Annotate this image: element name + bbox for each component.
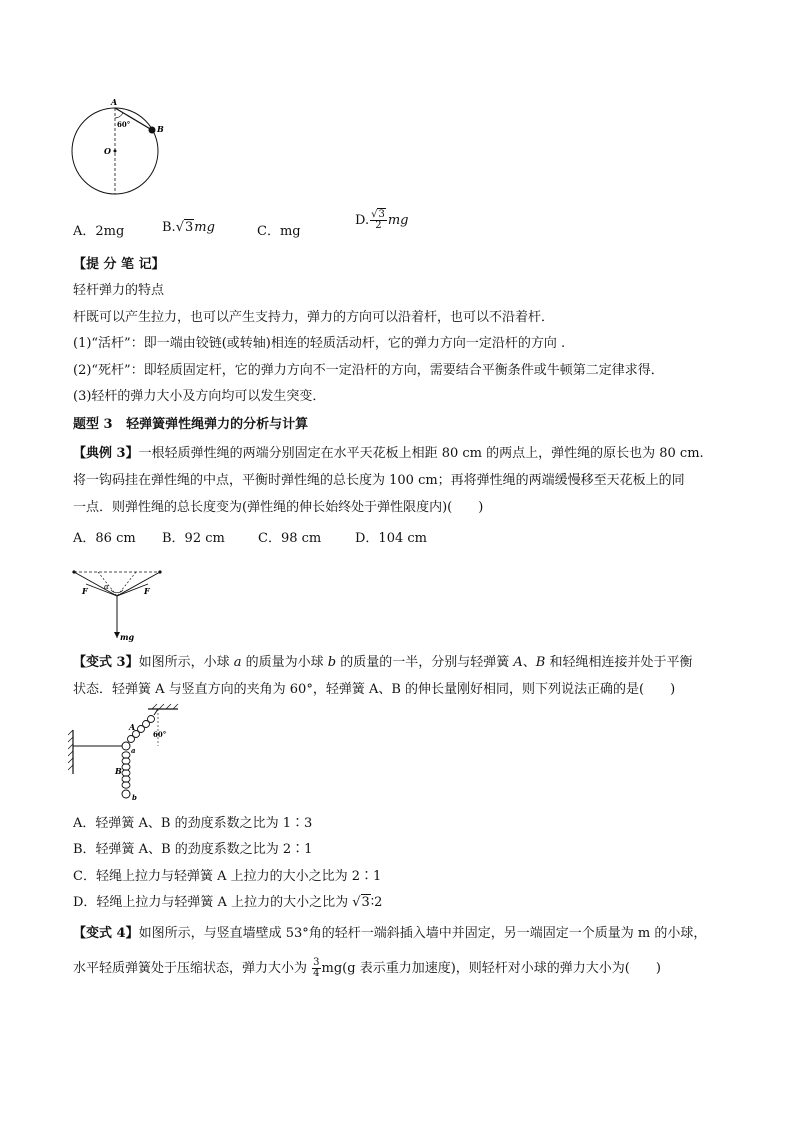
- variant4-line-2: [73, 958, 661, 979]
- prev-option-c-text: C．mg: [257, 224, 301, 239]
- fig3-label-ball-b: b: [132, 793, 137, 802]
- section-label: 题型 3: [73, 417, 113, 432]
- variant4-fraction-num: 3: [313, 957, 320, 968]
- fig1-label-a: A: [111, 97, 118, 107]
- variant3-option-a: A．轻弹簧 A、B 的劲度系数之比为 1∶3: [73, 816, 313, 831]
- example3-option-b: B．92 cm: [162, 531, 225, 546]
- variant4-fraction-den: 4: [313, 968, 320, 979]
- variant3-tag: 【变式 3】: [73, 655, 139, 670]
- prev-option-b: B.√3mg: [162, 220, 215, 235]
- variant3-option-c: C．轻绳上拉力与轻弹簧 A 上拉力的大小之比为 2∶1: [73, 869, 382, 884]
- prev-option-c: [257, 220, 301, 239]
- fig3-angle: 60°: [153, 730, 167, 739]
- variant4-line-1-text: 如图所示，与竖直墙壁成 53°角的轻杆一端斜插入墙中并固定，另一端固定一个质量为 m 的小球，: [138, 926, 707, 941]
- variant4-line-1: [73, 925, 706, 943]
- fig2-mg: mg: [120, 632, 135, 642]
- example3-option-c: C．98 cm: [258, 531, 322, 546]
- prev-option-a-text: A．2mg: [73, 224, 125, 239]
- example3-tag: 【典例 3】: [73, 446, 139, 461]
- example3-line-3: 一点．则弹性绳的总长度变为(弹性绳的伸长始终处于弹性限度内)( ): [73, 500, 484, 515]
- notes-paragraph-1: (1)“活杆”：即一端由铰链(或转轴)相连的轻质活动杆，它的弹力方向一定沿杆的方向 .: [73, 336, 566, 351]
- variant3-text-e: 的质量的一半，分别与轻弹簧: [336, 655, 514, 670]
- prev-option-d-fraction: $\frac{√3}{2}$: [371, 209, 385, 231]
- variant3-line-1: [73, 654, 692, 672]
- variant4-tag: 【变式 4】: [73, 926, 139, 941]
- variant3-text-g: 、: [522, 655, 536, 670]
- fig1-label-o: O: [104, 146, 111, 156]
- fig2-alpha: α: [104, 583, 109, 591]
- prev-option-b-suffix: mg: [194, 220, 215, 235]
- prev-option-b-prefix: B.: [162, 220, 176, 235]
- prev-option-a: [73, 220, 124, 239]
- example3-option-a: A．86 cm: [73, 531, 136, 546]
- variant3-option-d-prefix: D．轻绳上拉力与轻弹簧 A 上拉力的大小之比为: [73, 895, 353, 910]
- variant3-option-d-sqrt: 3: [361, 895, 370, 910]
- notes-paragraph-3: (3)轻杆的弹力大小及方向均可以发生突变．: [73, 389, 326, 404]
- prev-option-d-suffix: mg: [387, 213, 409, 228]
- fig3-label-ball-a: a: [131, 746, 136, 755]
- example3-line-1-text: 一根轻质弹性绳的两端分别固定在水平天花板上相距 80 cm 的两点上，弹性绳的原长也为 80 cm.: [138, 446, 704, 461]
- fig3-label-b-spring: B: [115, 766, 122, 776]
- fig3-label-a-spring: A: [129, 722, 136, 732]
- notes-title: 轻杆弹力的特点: [73, 283, 165, 298]
- variant4-line-2-a: 水平轻质弹簧处于压缩状态，弹力大小为: [73, 961, 312, 976]
- prev-option-d-prefix: D.: [355, 213, 370, 228]
- example3-line-1: [73, 445, 704, 463]
- fig2-f-right: F: [144, 586, 150, 596]
- variant4-line-2-b: mg(g 表示重力加速度)，则轻杆对小球的弹力大小为( ): [321, 961, 661, 976]
- prev-option-b-sqrt: 3: [184, 220, 194, 235]
- variant3-text-i: 和轻绳相连接并处于平衡: [545, 655, 693, 670]
- prev-option-d-num: 3: [378, 209, 385, 220]
- variant3-text-d: b: [327, 655, 337, 670]
- variant3-text-b: a: [233, 655, 242, 670]
- section-title: 轻弹簧弹性绳弹力的分析与计算: [126, 417, 309, 432]
- variant4-fraction: [312, 958, 320, 979]
- notes-paragraph-0: 杆既可以产生拉力，也可以产生支持力，弹力的方向可以沿着杆，也可以不沿着杆．: [73, 310, 555, 325]
- variant3-text-h: B: [535, 655, 546, 670]
- fig1-label-b: B: [157, 124, 164, 134]
- spring-figure: [68, 702, 183, 804]
- prev-option-d: [355, 210, 409, 231]
- example3-option-d: D．104 cm: [355, 531, 427, 546]
- variant3-option-b: B．轻弹簧 A、B 的劲度系数之比为 2∶1: [73, 842, 313, 857]
- force-diagram: [68, 562, 168, 644]
- example3-line-2: 将一钩码挂在弹性绳的中点，平衡时弹性绳的总长度为 100 cm；再将弹性绳的两端缓慢移至天花板上的同: [73, 473, 685, 488]
- notes-paragraph-2: (2)“死杆”：即轻质固定杆，它的弹力方向不一定沿杆的方向，需要结合平衡条件或牛顿第二定律求得．: [73, 363, 664, 378]
- variant3-option-d-suffix: ∶2: [370, 895, 383, 910]
- variant3-option-d: D．轻绳上拉力与轻弹簧 A 上拉力的大小之比为 √3∶2: [73, 895, 383, 910]
- prev-option-d-den: 2: [375, 220, 382, 231]
- variant3-line-2: 状态．轻弹簧 A 与竖直方向的夹角为 60°，轻弹簧 A、B 的伸长量刚好相同，则下列说法正确的是( ): [73, 682, 676, 697]
- variant3-text-f: A: [513, 655, 523, 670]
- circle-figure: [68, 94, 168, 198]
- variant3-text-c: 的质量为小球: [241, 655, 328, 670]
- variant3-text-a: 如图所示，小球: [138, 655, 234, 670]
- notes-heading: 【提 分 笔 记】: [73, 257, 165, 272]
- fig2-f-left: F: [82, 586, 88, 596]
- section-heading-type3: [73, 416, 308, 434]
- fig1-angle: 60°: [117, 120, 131, 129]
